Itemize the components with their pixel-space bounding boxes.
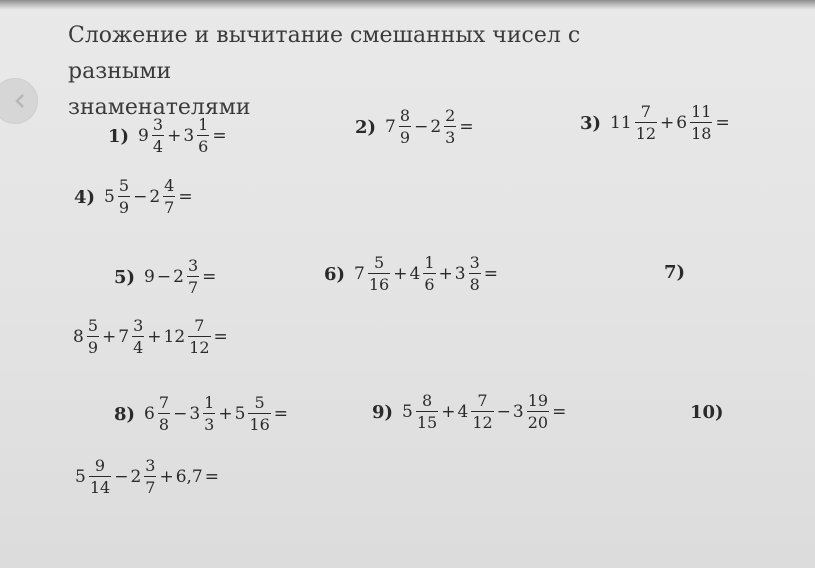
numerator: 3 — [187, 256, 199, 275]
denominator: 6 — [424, 275, 435, 294]
problem-number: 10) — [690, 402, 724, 423]
numerator: 3 — [152, 115, 164, 134]
fraction — [144, 458, 156, 496]
numerator: 1 — [204, 393, 215, 412]
denominator: 7 — [164, 198, 175, 217]
whole: 7 — [118, 327, 130, 347]
fraction — [197, 117, 209, 155]
equals-sign: = — [483, 264, 499, 284]
fraction — [152, 117, 164, 155]
whole: 7 — [354, 264, 365, 284]
decimal-term: 6,7 — [175, 467, 203, 487]
problem-6 — [324, 255, 499, 293]
back-button[interactable] — [0, 78, 38, 124]
numerator: 19 — [527, 391, 549, 410]
problem-10-label — [690, 402, 732, 423]
title-line-2: знаменателями — [68, 95, 251, 120]
denominator: 14 — [89, 478, 111, 497]
whole: 5 — [104, 187, 115, 207]
fraction — [248, 395, 270, 433]
whole: 6 — [144, 404, 155, 424]
denominator: 18 — [691, 124, 712, 143]
numerator: 4 — [164, 176, 175, 195]
fraction — [690, 104, 712, 142]
denominator: 9 — [118, 198, 130, 217]
problem-10-expression — [74, 458, 220, 496]
denominator: 16 — [249, 415, 270, 434]
problem-4 — [74, 178, 194, 216]
numerator: 8 — [399, 106, 411, 125]
problem-number: 9) — [372, 401, 394, 423]
fraction — [423, 255, 435, 293]
equals-sign: = — [552, 402, 567, 422]
problem-number: 7) — [664, 262, 686, 283]
problem-number: 3) — [580, 112, 602, 134]
numerator: 5 — [87, 316, 99, 335]
chevron-left-icon — [14, 94, 26, 108]
problem-number: 1) — [108, 125, 130, 147]
fraction — [635, 104, 657, 142]
numerator: 1 — [198, 115, 209, 134]
whole: 6 — [676, 113, 688, 133]
whole: 3 — [183, 126, 195, 146]
operator: + — [441, 402, 456, 422]
whole: 2 — [130, 467, 142, 487]
operator: − — [156, 267, 172, 287]
problem-7-label — [664, 262, 693, 283]
fraction — [527, 393, 549, 431]
denominator: 4 — [133, 338, 144, 357]
denominator: 12 — [635, 124, 657, 143]
whole: 2 — [149, 187, 161, 207]
fraction — [132, 318, 144, 356]
whole: 8 — [73, 327, 84, 347]
fraction — [187, 258, 199, 296]
problem-3 — [580, 104, 731, 142]
whole: 3 — [189, 404, 201, 424]
denominator: 9 — [399, 128, 411, 147]
fraction — [399, 108, 411, 146]
whole: 5 — [234, 404, 246, 424]
operator: + — [438, 264, 453, 284]
whole: 2 — [173, 267, 184, 287]
fraction — [469, 255, 481, 293]
equals-sign: = — [273, 404, 289, 424]
whole: 5 — [402, 402, 413, 422]
fraction — [471, 393, 493, 431]
fraction — [89, 458, 111, 496]
operator: + — [147, 327, 162, 347]
denominator: 7 — [145, 478, 156, 497]
operator: − — [173, 404, 188, 424]
numerator: 9 — [94, 456, 106, 475]
equals-sign: = — [459, 117, 474, 137]
problem-number: 8) — [114, 403, 136, 425]
fraction — [444, 108, 456, 146]
denominator: 7 — [187, 278, 199, 297]
numerator: 5 — [118, 176, 130, 195]
fraction — [163, 178, 175, 216]
whole: 2 — [430, 117, 442, 137]
whole: 12 — [163, 327, 186, 347]
whole: 3 — [454, 264, 466, 284]
numerator: 5 — [373, 253, 385, 272]
numerator: 3 — [469, 253, 480, 272]
operator: − — [496, 402, 511, 422]
problem-number: 6) — [324, 263, 346, 285]
fraction — [118, 178, 130, 216]
fraction — [87, 318, 99, 356]
operator: + — [167, 126, 182, 146]
operator: + — [660, 113, 675, 133]
numerator: 3 — [145, 456, 156, 475]
denominator: 16 — [368, 275, 390, 294]
numerator: 7 — [477, 391, 488, 410]
fraction — [188, 318, 210, 356]
operator: − — [414, 117, 429, 137]
numerator: 8 — [421, 391, 433, 410]
operator: + — [218, 404, 233, 424]
operator: − — [133, 187, 148, 207]
fraction — [368, 255, 390, 293]
operator: + — [102, 327, 117, 347]
whole: 4 — [409, 264, 421, 284]
problem-number: 5) — [114, 266, 136, 288]
numerator: 3 — [133, 316, 144, 335]
whole: 4 — [457, 402, 469, 422]
denominator: 8 — [158, 415, 170, 434]
operator: + — [393, 264, 408, 284]
numerator: 7 — [158, 393, 170, 412]
denominator: 3 — [445, 128, 456, 147]
numerator: 7 — [194, 316, 205, 335]
denominator: 3 — [204, 415, 215, 434]
whole: 11 — [610, 113, 632, 133]
whole: 3 — [512, 402, 524, 422]
whole: 5 — [75, 467, 86, 487]
equals-sign: = — [715, 113, 730, 133]
problem-5 — [114, 258, 217, 296]
fraction — [416, 393, 438, 431]
denominator: 4 — [152, 137, 164, 156]
problem-1 — [108, 117, 228, 155]
equals-sign: = — [178, 187, 193, 207]
fraction — [203, 395, 215, 433]
operator: + — [159, 467, 174, 487]
title-line-1: Сложение и вычитание смешанных чисел с разными — [68, 23, 581, 84]
denominator: 9 — [87, 338, 99, 357]
denominator: 12 — [472, 413, 493, 432]
numerator: 2 — [445, 106, 456, 125]
operator: − — [114, 467, 129, 487]
equals-sign: = — [204, 467, 219, 487]
problem-number: 4) — [74, 186, 96, 208]
denominator: 8 — [469, 275, 480, 294]
numerator: 5 — [254, 393, 265, 412]
denominator: 15 — [416, 413, 438, 432]
denominator: 12 — [189, 338, 210, 357]
denominator: 6 — [198, 137, 209, 156]
numerator: 1 — [424, 253, 435, 272]
denominator: 20 — [527, 413, 549, 432]
numerator: 11 — [691, 102, 712, 121]
fraction — [158, 395, 170, 433]
whole: 7 — [385, 117, 396, 137]
top-edge-strip — [0, 0, 815, 10]
problem-number: 2) — [355, 116, 377, 138]
problem-2 — [355, 108, 475, 146]
equals-sign: = — [202, 267, 217, 287]
equals-sign: = — [213, 327, 228, 347]
whole: 9 — [144, 267, 155, 287]
equals-sign: = — [212, 126, 227, 146]
problem-7-expression — [72, 318, 229, 356]
problem-9 — [372, 393, 567, 431]
problem-8 — [114, 395, 289, 433]
whole: 9 — [138, 126, 149, 146]
numerator: 7 — [640, 102, 651, 121]
